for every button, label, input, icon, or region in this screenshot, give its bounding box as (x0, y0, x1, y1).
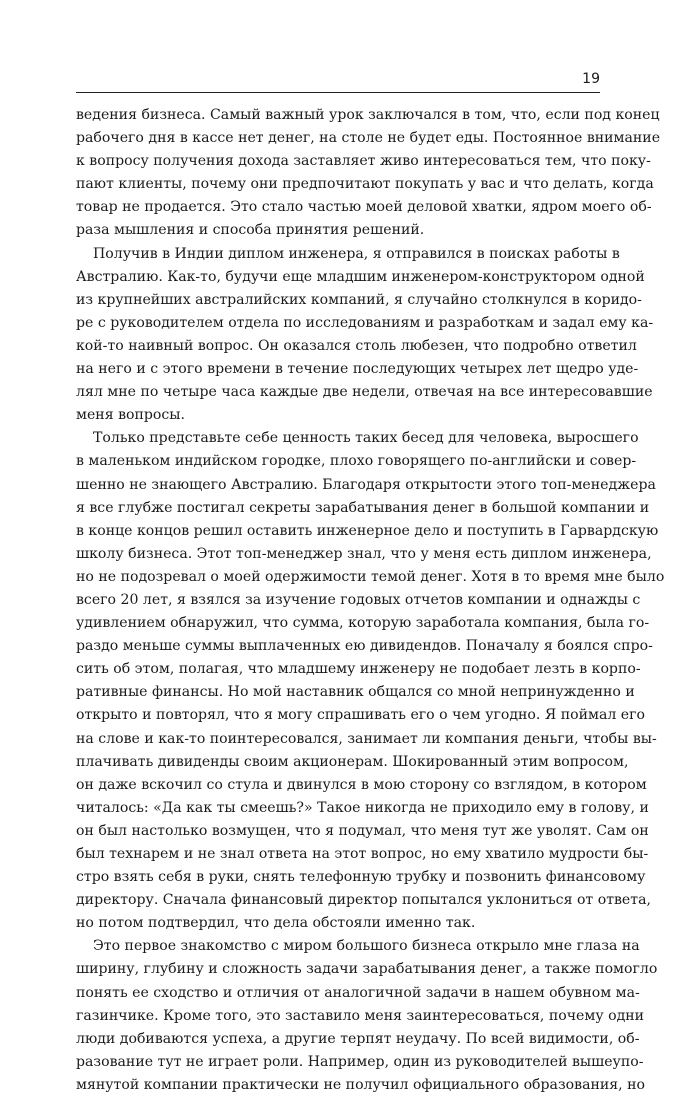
text-line: директору. Сначала финансовый директор попытался уклониться от ответа, (76, 892, 651, 909)
text-line: ширину, глубину и сложность задачи зарабатывания денег, а также помогло (76, 961, 658, 978)
text-line: рабочего дня в кассе нет денег, на столе не будет еды. Постоянное внимание (76, 130, 661, 147)
text-line: сить об этом, полагая, что младшему инженеру не подобает лезть в корпо- (76, 661, 641, 678)
text-line: в маленьком индийском городке, плохо говорящего по-английски и совер- (76, 453, 637, 470)
text-line: но не подозревал о моей одержимости темой денег. Хотя в то время мне было (76, 568, 665, 585)
text-line: газинчике. Кроме того, это заставило меня заинтересоваться, почему одни (76, 1007, 645, 1024)
page-number: 19 (582, 71, 600, 87)
text-line: лял мне по четыре часа каждые две недели, отвечая на все интересовавшие (76, 384, 653, 401)
text-line: шенно не знающего Австралию. Благодаря открытости этого топ-менеджера (76, 476, 656, 493)
text-line: читалось: «Да как ты смеешь?» Такое никогда не приходило ему в голову, и (76, 799, 649, 816)
text-line: раза мышления и способа принятия решений. (76, 222, 425, 239)
text-line: люди добиваются успеха, а другие терпят неудачу. По всей видимости, об- (76, 1030, 640, 1047)
text-line: Это первое знакомство с миром большого бизнеса открыло мне глаза на (93, 938, 640, 955)
text-line: на слове и как-то поинтересовался, занимает ли компания деньги, чтобы вы- (76, 730, 657, 747)
text-line: но потом подтвердил, что дела обстояли именно так. (76, 915, 476, 932)
text-line: он даже вскочил со стула и двинулся в мою сторону со взглядом, в котором (76, 776, 647, 793)
text-line: стро взять себя в руки, снять телефонную трубку и позвонить финансовому (76, 869, 646, 886)
text-line: ративные финансы. Но мой наставник общался со мной непринужденно и (76, 684, 635, 701)
text-line: ре с руководителем отдела по исследованиям и разработкам и задал ему ка- (76, 314, 654, 331)
paragraph (76, 243, 654, 428)
text-line: он был настолько возмущен, что я подумал, что меня тут же уволят. Сам он (76, 822, 649, 839)
text-line: Только представьте себе ценность таких бесед для человека, выросшего (93, 430, 639, 447)
paragraph (76, 935, 658, 1097)
text-line: мянутой компании практически не получил официального образования, но (76, 1076, 645, 1093)
paragraph (76, 104, 661, 243)
text-line: плачивать дивиденды своим акционерам. Шокированный этим вопросом, (76, 753, 629, 770)
text-line: разование тут не играет роли. Например, один из руководителей вышеупо- (76, 1053, 644, 1070)
text-line: пают клиенты, почему они предпочитают покупать у вас и что делать, когда (76, 176, 654, 193)
text-line: из крупнейших австралийских компаний, я случайно столкнулся в коридо- (76, 291, 642, 308)
text-line: кой-то наивный вопрос. Он оказался столь любезен, что подробно ответил (76, 337, 637, 354)
text-line: меня вопросы. (76, 407, 185, 424)
text-line: я все глубже постигал секреты зарабатывания денег в большой компании и (76, 499, 650, 516)
text-line: Получив в Индии диплом инженера, я отправился в поисках работы в (93, 245, 620, 262)
text-line: Австралию. Как-то, будучи еще младшим инженером-конструктором одной (76, 268, 645, 285)
text-line: к вопросу получения дохода заставляет живо интересоваться тем, что поку- (76, 153, 651, 170)
text-line: ведения бизнеса. Самый важный урок заключался в том, что, если под конец (76, 107, 660, 123)
text-line: был технарем и не знал ответа на этот вопрос, но ему хватило мудрости бы- (76, 846, 649, 862)
text-line: удивлением обнаружил, что сумма, которую заработала компания, была го- (76, 615, 650, 632)
header-rule (76, 92, 600, 93)
paragraph (76, 427, 665, 935)
text-line: открыто и повторял, что я могу спрашивать его о чем угодно. Я поймал его (76, 707, 646, 724)
text-line: всего 20 лет, я взялся за изучение годовых отчетов компании и однажды с (76, 591, 641, 608)
text-line: товар не продается. Это стало частью моей деловой хватки, ядром моего об- (76, 199, 652, 216)
body-text (76, 104, 665, 1097)
text-line: в конце концов решил оставить инженерное дело и поступить в Гарвардскую (76, 522, 659, 539)
text-line: понять ее сходство и отличия от аналогичной задачи в нашем обувном ма- (76, 984, 640, 1001)
text-line: на него и с этого времени в течение последующих четырех лет щедро уде- (76, 361, 639, 378)
text-line: раздо меньше суммы выплаченных ею дивидендов. Поначалу я боялся спро- (76, 638, 653, 655)
text-line: школу бизнеса. Этот топ-менеджер знал, что у меня есть диплом инженера, (76, 545, 652, 562)
